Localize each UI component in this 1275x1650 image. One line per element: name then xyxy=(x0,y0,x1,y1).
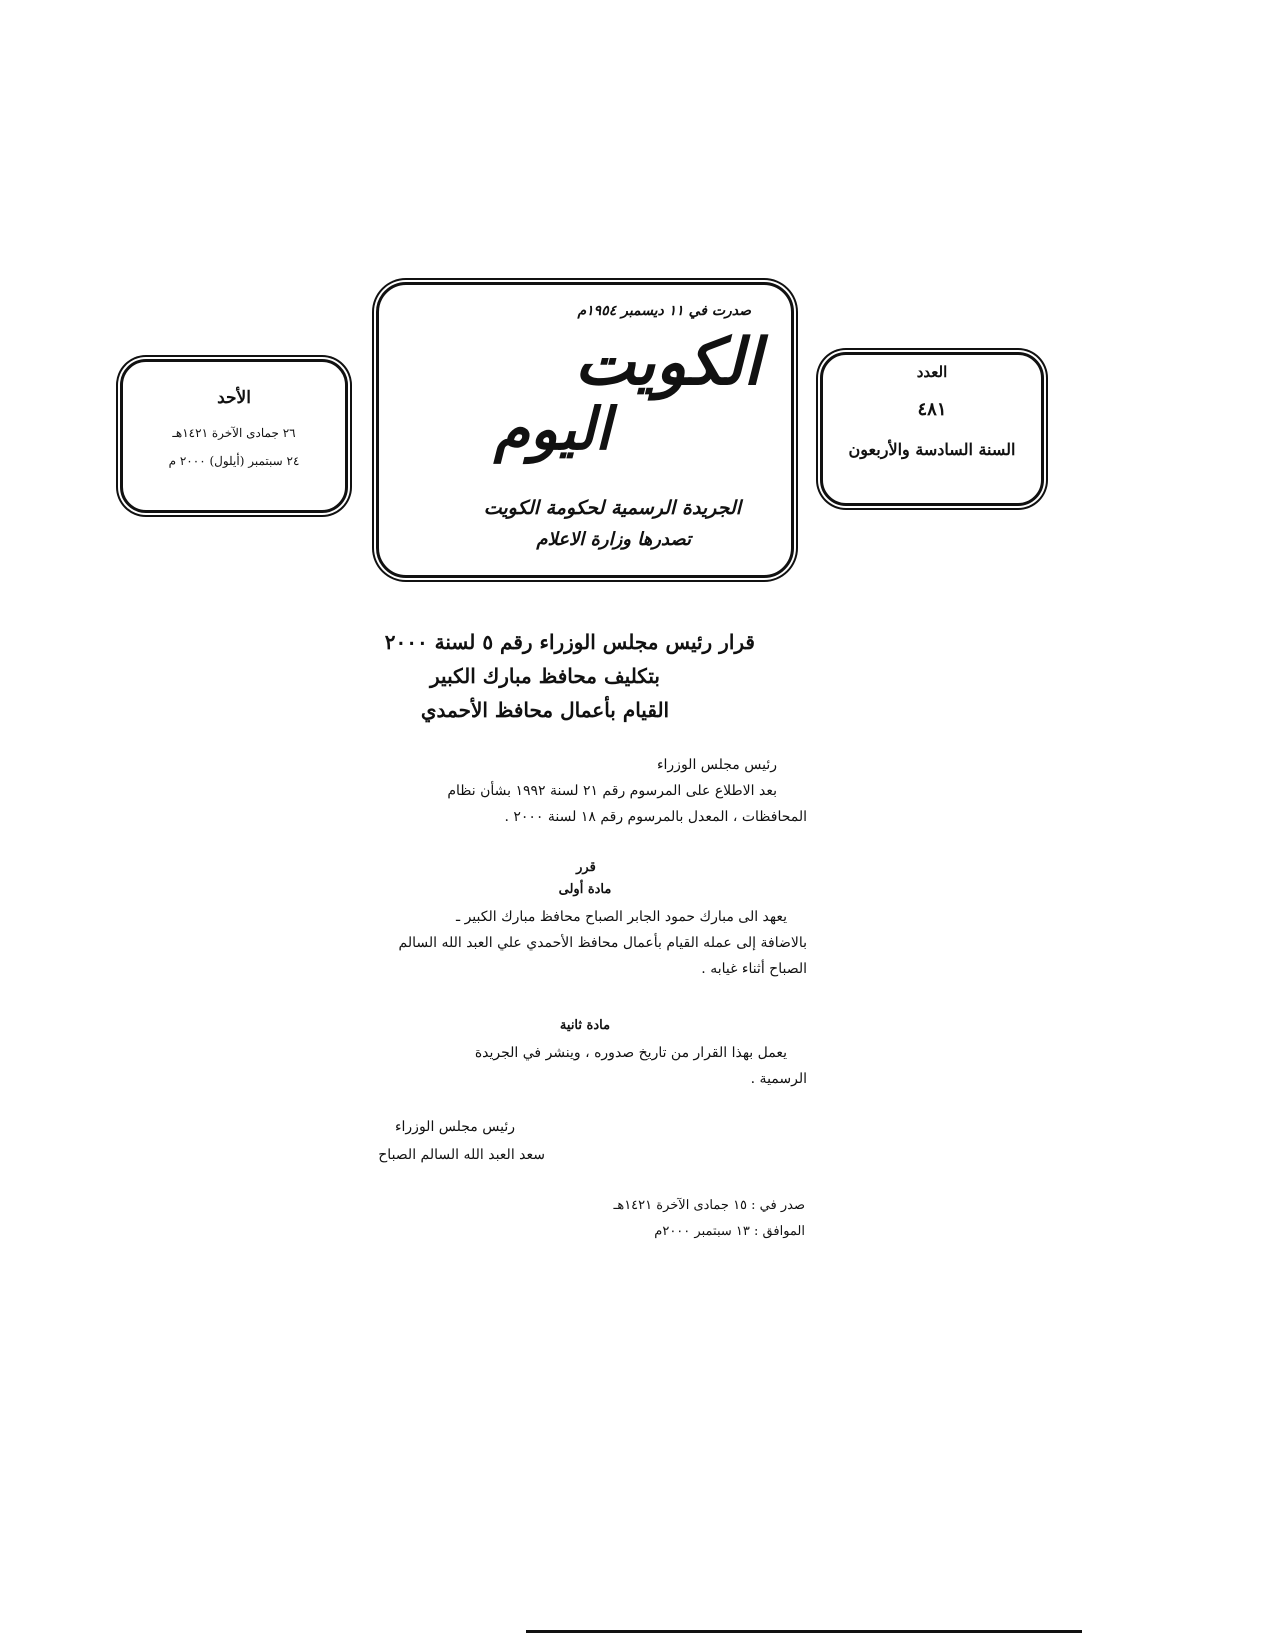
signatory-name: سعد العبد الله السالم الصباح xyxy=(378,1147,545,1163)
decree-title-line: القيام بأعمال محافظ الأحمدي xyxy=(420,698,670,722)
article2-line: الرسمية . xyxy=(750,1071,807,1087)
decreed-heading: قرر xyxy=(576,860,596,875)
issued-date-block xyxy=(545,1193,805,1245)
masthead-logo xyxy=(376,282,794,578)
masthead-subtitle: الجريدة الرسمية لحكومة الكويت xyxy=(483,497,741,519)
decree-title xyxy=(335,625,755,727)
decree-title-line: قرار رئيس مجلس الوزراء رقم ٥ لسنة ٢٠٠٠ xyxy=(384,630,755,654)
gregorian-date: ٢٤ سبتمبر (أيلول) ٢٠٠٠ م xyxy=(168,454,300,468)
preamble-line: بعد الاطلاع على المرسوم رقم ٢١ لسنة ١٩٩٢ بشأن نظام xyxy=(447,783,777,799)
newspaper-name-line2: اليوم xyxy=(493,395,611,463)
volume-year: السنة السادسة والأربعون xyxy=(848,440,1016,459)
article2-heading: مادة ثانية xyxy=(559,1018,611,1033)
newspaper-name-line1: الكويت xyxy=(574,325,761,400)
article1-body xyxy=(362,904,807,982)
preamble-line: المحافظات ، المعدل بالمرسوم رقم ١٨ لسنة ٢٠٠٠ . xyxy=(504,809,807,825)
article2-body xyxy=(362,1040,807,1092)
signatory-title: رئيس مجلس الوزراء xyxy=(394,1119,515,1135)
founded-date: صدرت في ١١ ديسمبر ١٩٥٤م xyxy=(577,303,751,319)
preamble xyxy=(367,752,807,830)
issue-label: العدد xyxy=(916,363,948,381)
date-box xyxy=(120,359,348,513)
issued-gregorian: الموافق : ١٣ سبتمبر ٢٠٠٠م xyxy=(654,1224,805,1239)
article1-line: يعهد الى مبارك حمود الجابر الصباح محافظ مبارك الكبير ـ xyxy=(456,909,787,925)
bottom-divider xyxy=(526,1630,1082,1633)
hijri-date: ٢٦ جمادى الآخرة ١٤٢١هـ xyxy=(172,426,296,440)
article1-heading: مادة أولى xyxy=(558,882,612,897)
article1-line: بالاضافة إلى عمله القيام بأعمال محافظ الأحمدي علي العبد الله السالم xyxy=(398,935,807,951)
signature-block xyxy=(345,1113,545,1169)
issued-hijri: صدر في : ١٥ جمادى الآخرة ١٤٢١هـ xyxy=(613,1198,805,1213)
decree-title-line: بتكليف محافظ مبارك الكبير xyxy=(430,664,660,688)
article1-line: الصباح أثناء غيابه . xyxy=(701,961,807,977)
article2-line: يعمل بهذا القرار من تاريخ صدوره ، وينشر في الجريدة xyxy=(474,1045,787,1061)
issuer-title: رئيس مجلس الوزراء xyxy=(656,757,777,773)
issue-number: ٤٨١ xyxy=(917,399,947,420)
masthead-publisher: تصدرها وزارة الاعلام xyxy=(536,529,691,550)
day-of-week: الأحد xyxy=(217,388,251,408)
issue-box xyxy=(820,352,1044,506)
